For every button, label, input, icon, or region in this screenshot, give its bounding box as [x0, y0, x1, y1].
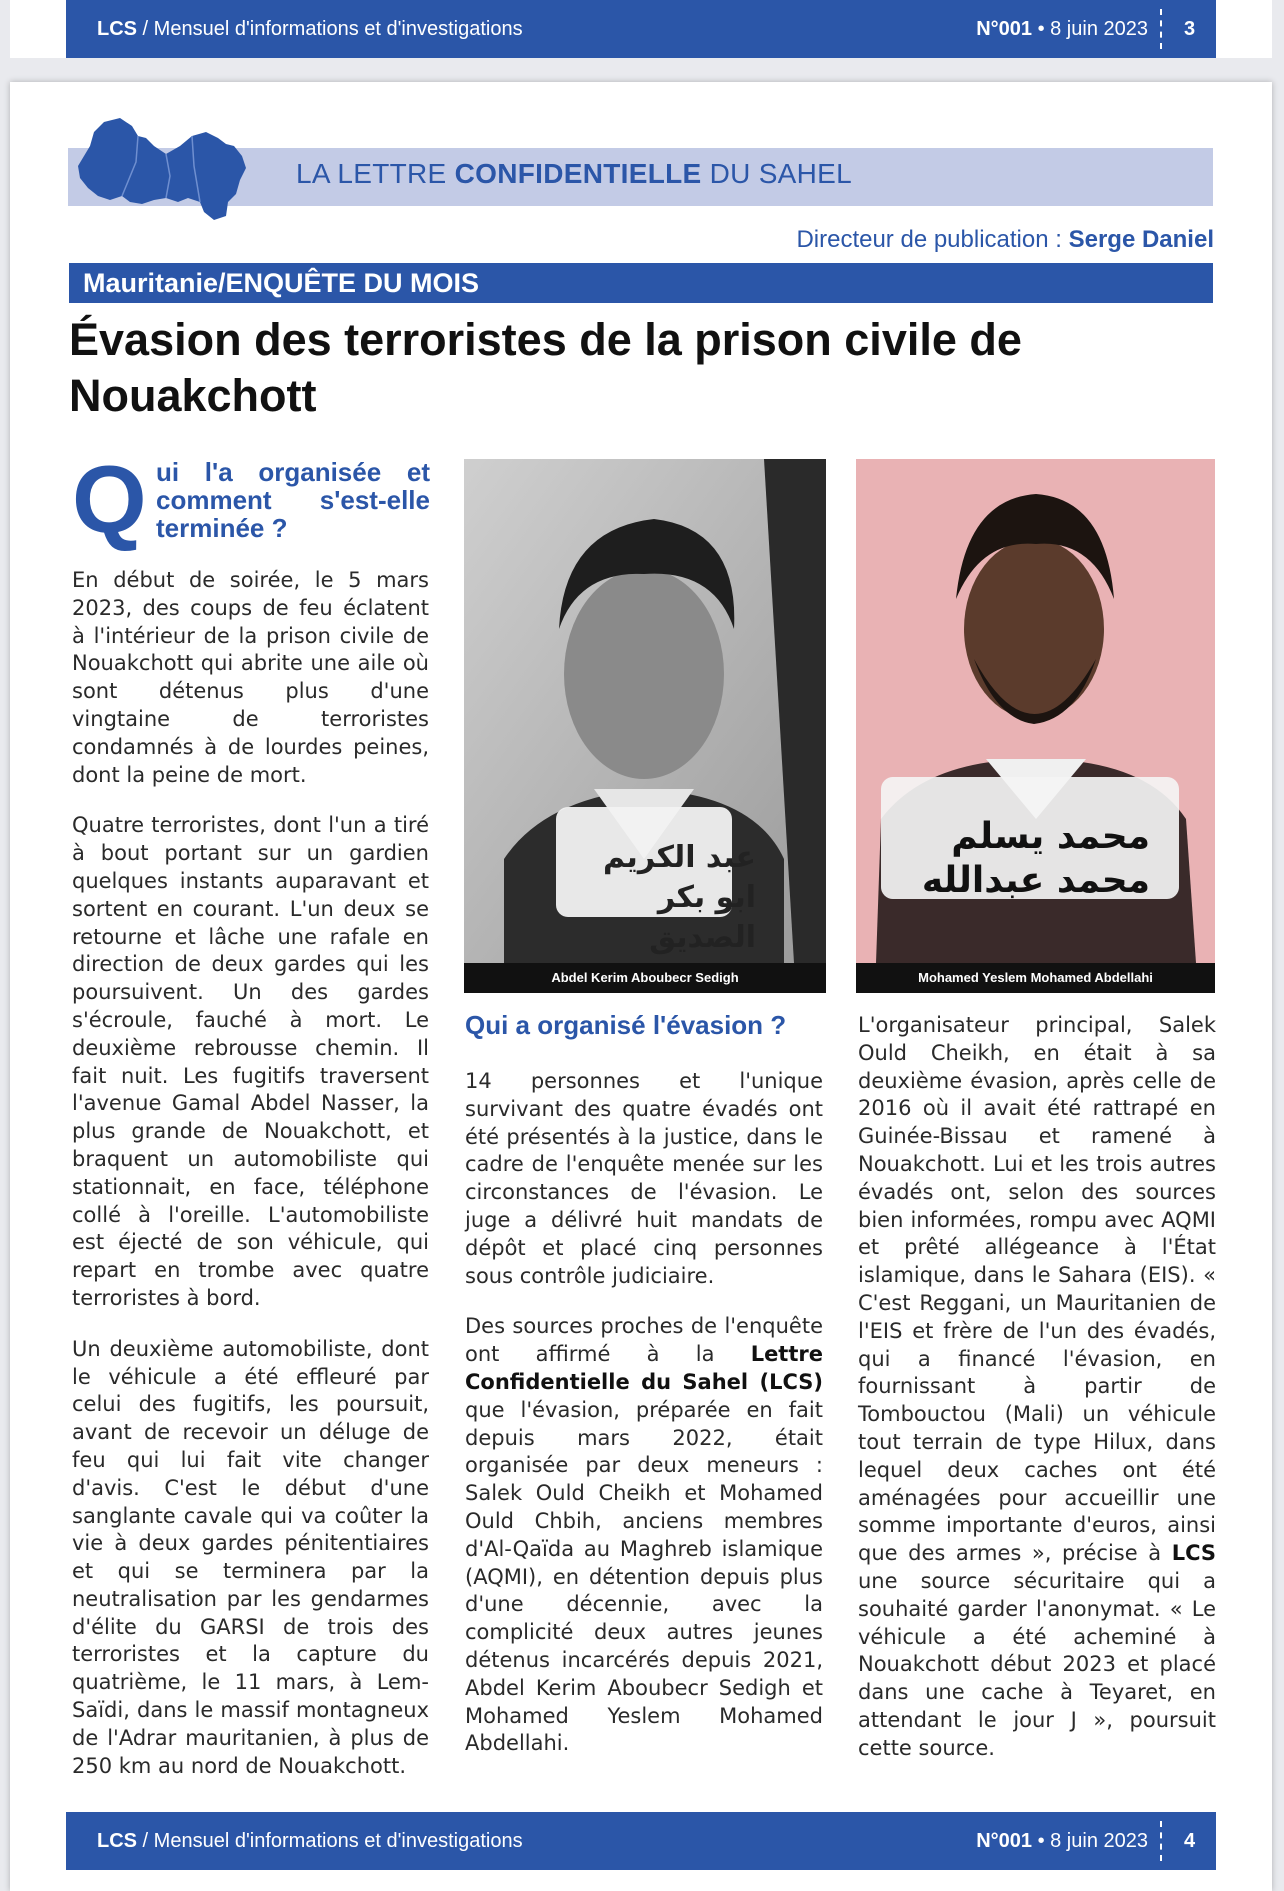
- director-name: Serge Daniel: [1068, 226, 1214, 253]
- footer-separator: [1160, 1821, 1162, 1861]
- col2-p2-start: Des sources proches de l'enquête ont affirmé à la: [465, 1314, 823, 1367]
- page-footer-bar: [66, 1812, 1216, 1870]
- footer-issue-number: N°001: [976, 1829, 1033, 1852]
- column-2: [465, 1068, 823, 1781]
- header-publication: [66, 18, 976, 41]
- col1-paragraph-2: Quatre terroristes, dont l'un a tiré à bout portant sur un gardien quelques instants auparavant et sortent en courant. L'un deux se retourne et lâche une rafale en direction de deux gardes qui les poursuivent. Un des gardes s'écroule, fauché à mort. Le deuxième rebrousse chemin. Il fait nuit. Les fugitifs traversent l'avenue Gamal Abdel Nasser, la plus grande de Nouakchott, et braquent un automobiliste qui stationnait, en face, téléphone collé à l'oreille. L'automobiliste est éjecté de son véhicule, qui repart en trombe avec quatre terroristes à bord.: [72, 813, 429, 1310]
- col2-paragraph-2: [465, 1313, 823, 1758]
- director-label: Directeur de publication :: [796, 226, 1069, 253]
- masthead-bold: CONFIDENTIELLE: [454, 158, 702, 189]
- header-issue-number: N°001: [976, 17, 1033, 40]
- masthead-pre: LA LETTRE: [296, 158, 455, 189]
- photo1-caption: Abdel Kerim Aboubecr Sedigh: [464, 963, 826, 993]
- intro-question: [72, 446, 430, 553]
- footer-publication: [66, 1830, 976, 1853]
- col1-paragraph-3: Un deuxième automobiliste, dont le véhicule a été effleuré par celui des fugitifs, les poursuit, avant de recevoir un déluge de feu qui lui fait vite changer d'avis. C'est le début d'une sanglante cavale qui va coûter la vie à deux gardes pénitentiaires et qui se terminera par la neutralisation par les gendarmes d'élite du GARSI de trois des terroristes et la capture du quatrième, le 11 mars, à Lem-Saïdi, dans le massif montagneux de l'Adrar mauritanien, à plus de 250 km au nord de Nouakchott.: [72, 1336, 429, 1778]
- publication-director: [796, 226, 1214, 254]
- photo2-caption: Mohamed Yeslem Mohamed Abdellahi: [856, 963, 1215, 993]
- page-header-bar: [66, 0, 1216, 58]
- photo2-sign-line-1: محمد يسلم: [951, 816, 1150, 857]
- column-3: [858, 1012, 1216, 1786]
- footer-page-number: 4: [1184, 1829, 1196, 1852]
- header-issue-date: • 8 juin 2023: [1032, 17, 1148, 40]
- photo1-sign-line-1: عبد الكريم: [603, 840, 756, 875]
- col3-p1-bold: LCS: [1171, 1541, 1216, 1566]
- col3-p1-end: une source sécuritaire qui a souhaité garder l'anonymat. « Le véhicule a été acheminé à Nouakchott début 2023 et placé dans une cache à Teyaret, en attendant le jour J », poursuit cette source.: [858, 1568, 1216, 1760]
- col3-paragraph-1: [858, 1012, 1216, 1763]
- sahel-map-logo: [76, 116, 272, 224]
- header-page-number: 3: [1184, 17, 1196, 40]
- column-1: [72, 567, 429, 1803]
- header-tagline: / Mensuel d'informations et d'investigations: [137, 17, 523, 40]
- article-headline: Évasion des terroristes de la prison civile de Nouakchott: [69, 314, 1022, 421]
- footer-issue: [976, 1830, 1148, 1853]
- masthead-post: DU SAHEL: [701, 158, 853, 189]
- drop-cap: Q: [72, 446, 147, 553]
- section-rubric: Mauritanie/ENQUÊTE DU MOIS: [69, 263, 1213, 303]
- footer-tagline: / Mensuel d'informations et d'investigations: [137, 1829, 523, 1852]
- masthead-title: [296, 158, 852, 190]
- col2-p2-bold: Lettre Confidentielle du Sahel (LCS): [465, 1342, 823, 1394]
- header-brand: LCS: [97, 17, 137, 40]
- footer-issue-date: • 8 juin 2023: [1032, 1829, 1148, 1852]
- intro-question-text: ui l'a organisée et comment s'est-elle terminée ?: [156, 457, 430, 543]
- photo1-sign-line-2: ابو بكر الصديق: [649, 880, 756, 955]
- header-issue: [976, 18, 1148, 41]
- footer-brand: LCS: [97, 1829, 137, 1852]
- col2-paragraph-1: 14 personnes et l'unique survivant des quatre évadés ont été présentés à la justice, dans le cadre de l'enquête menée sur les circonstances de l'évasion. Le juge a délivré huit mandats de dépôt et placé cinq personnes sous contrôle judiciaire.: [465, 1069, 823, 1288]
- photo1-sign: [556, 838, 756, 958]
- col1-paragraph-1: En début de soirée, le 5 mars 2023, des coups de feu éclatent à l'intérieur de la prison civile de Nouakchott qui abrite une aile où sont détenus plus d'une vingtaine de terroristes condamnés à de lourdes peines, dont la peine de mort.: [72, 568, 429, 787]
- column-2-subhead: Qui a organisé l'évasion ?: [465, 1010, 787, 1040]
- header-separator: [1160, 9, 1162, 49]
- photo2-sign: [890, 815, 1150, 903]
- col2-p2-end: que l'évasion, préparée en fait depuis mars 2022, était organisée par deux meneurs : Salek Ould Cheikh et Mohamed Ould Chbih, anciens membres d'Al-Qaïda au Maghreb islamique (AQMI), en détention depuis plus d'une décennie, avec la complicité deux autres jeunes détenus incarcérés depuis 2021, Abdel Kerim Aboubecr Sedigh et Mohamed Yeslem Mohamed Abdellahi.: [465, 1397, 823, 1756]
- photo2-sign-line-2: محمد عبدالله: [921, 860, 1150, 901]
- col3-p1-start: L'organisateur principal, Salek Ould Cheikh, en était à sa deuxième évasion, après celle de 2016 où il avait été rattrapé en Guinée-Bissau et ramené à Nouakchott. Lui et les trois autres évadés ont, selon des sources bien informées, rompu avec AQMI et prêté allégeance à l'État islamique, dans le Sahara (EIS). « C'est Reggani, un Mauritanien de l'EIS et frère de l'un des évadés, qui a financé l'évasion, en fournissant à partir de Tombouctou (Mali) un véhicule tout terrain de type Hilux, dans lequel deux caches ont été aménagées pour accueillir une somme importante d'euros, ainsi que des armes », précise à: [858, 1013, 1216, 1566]
